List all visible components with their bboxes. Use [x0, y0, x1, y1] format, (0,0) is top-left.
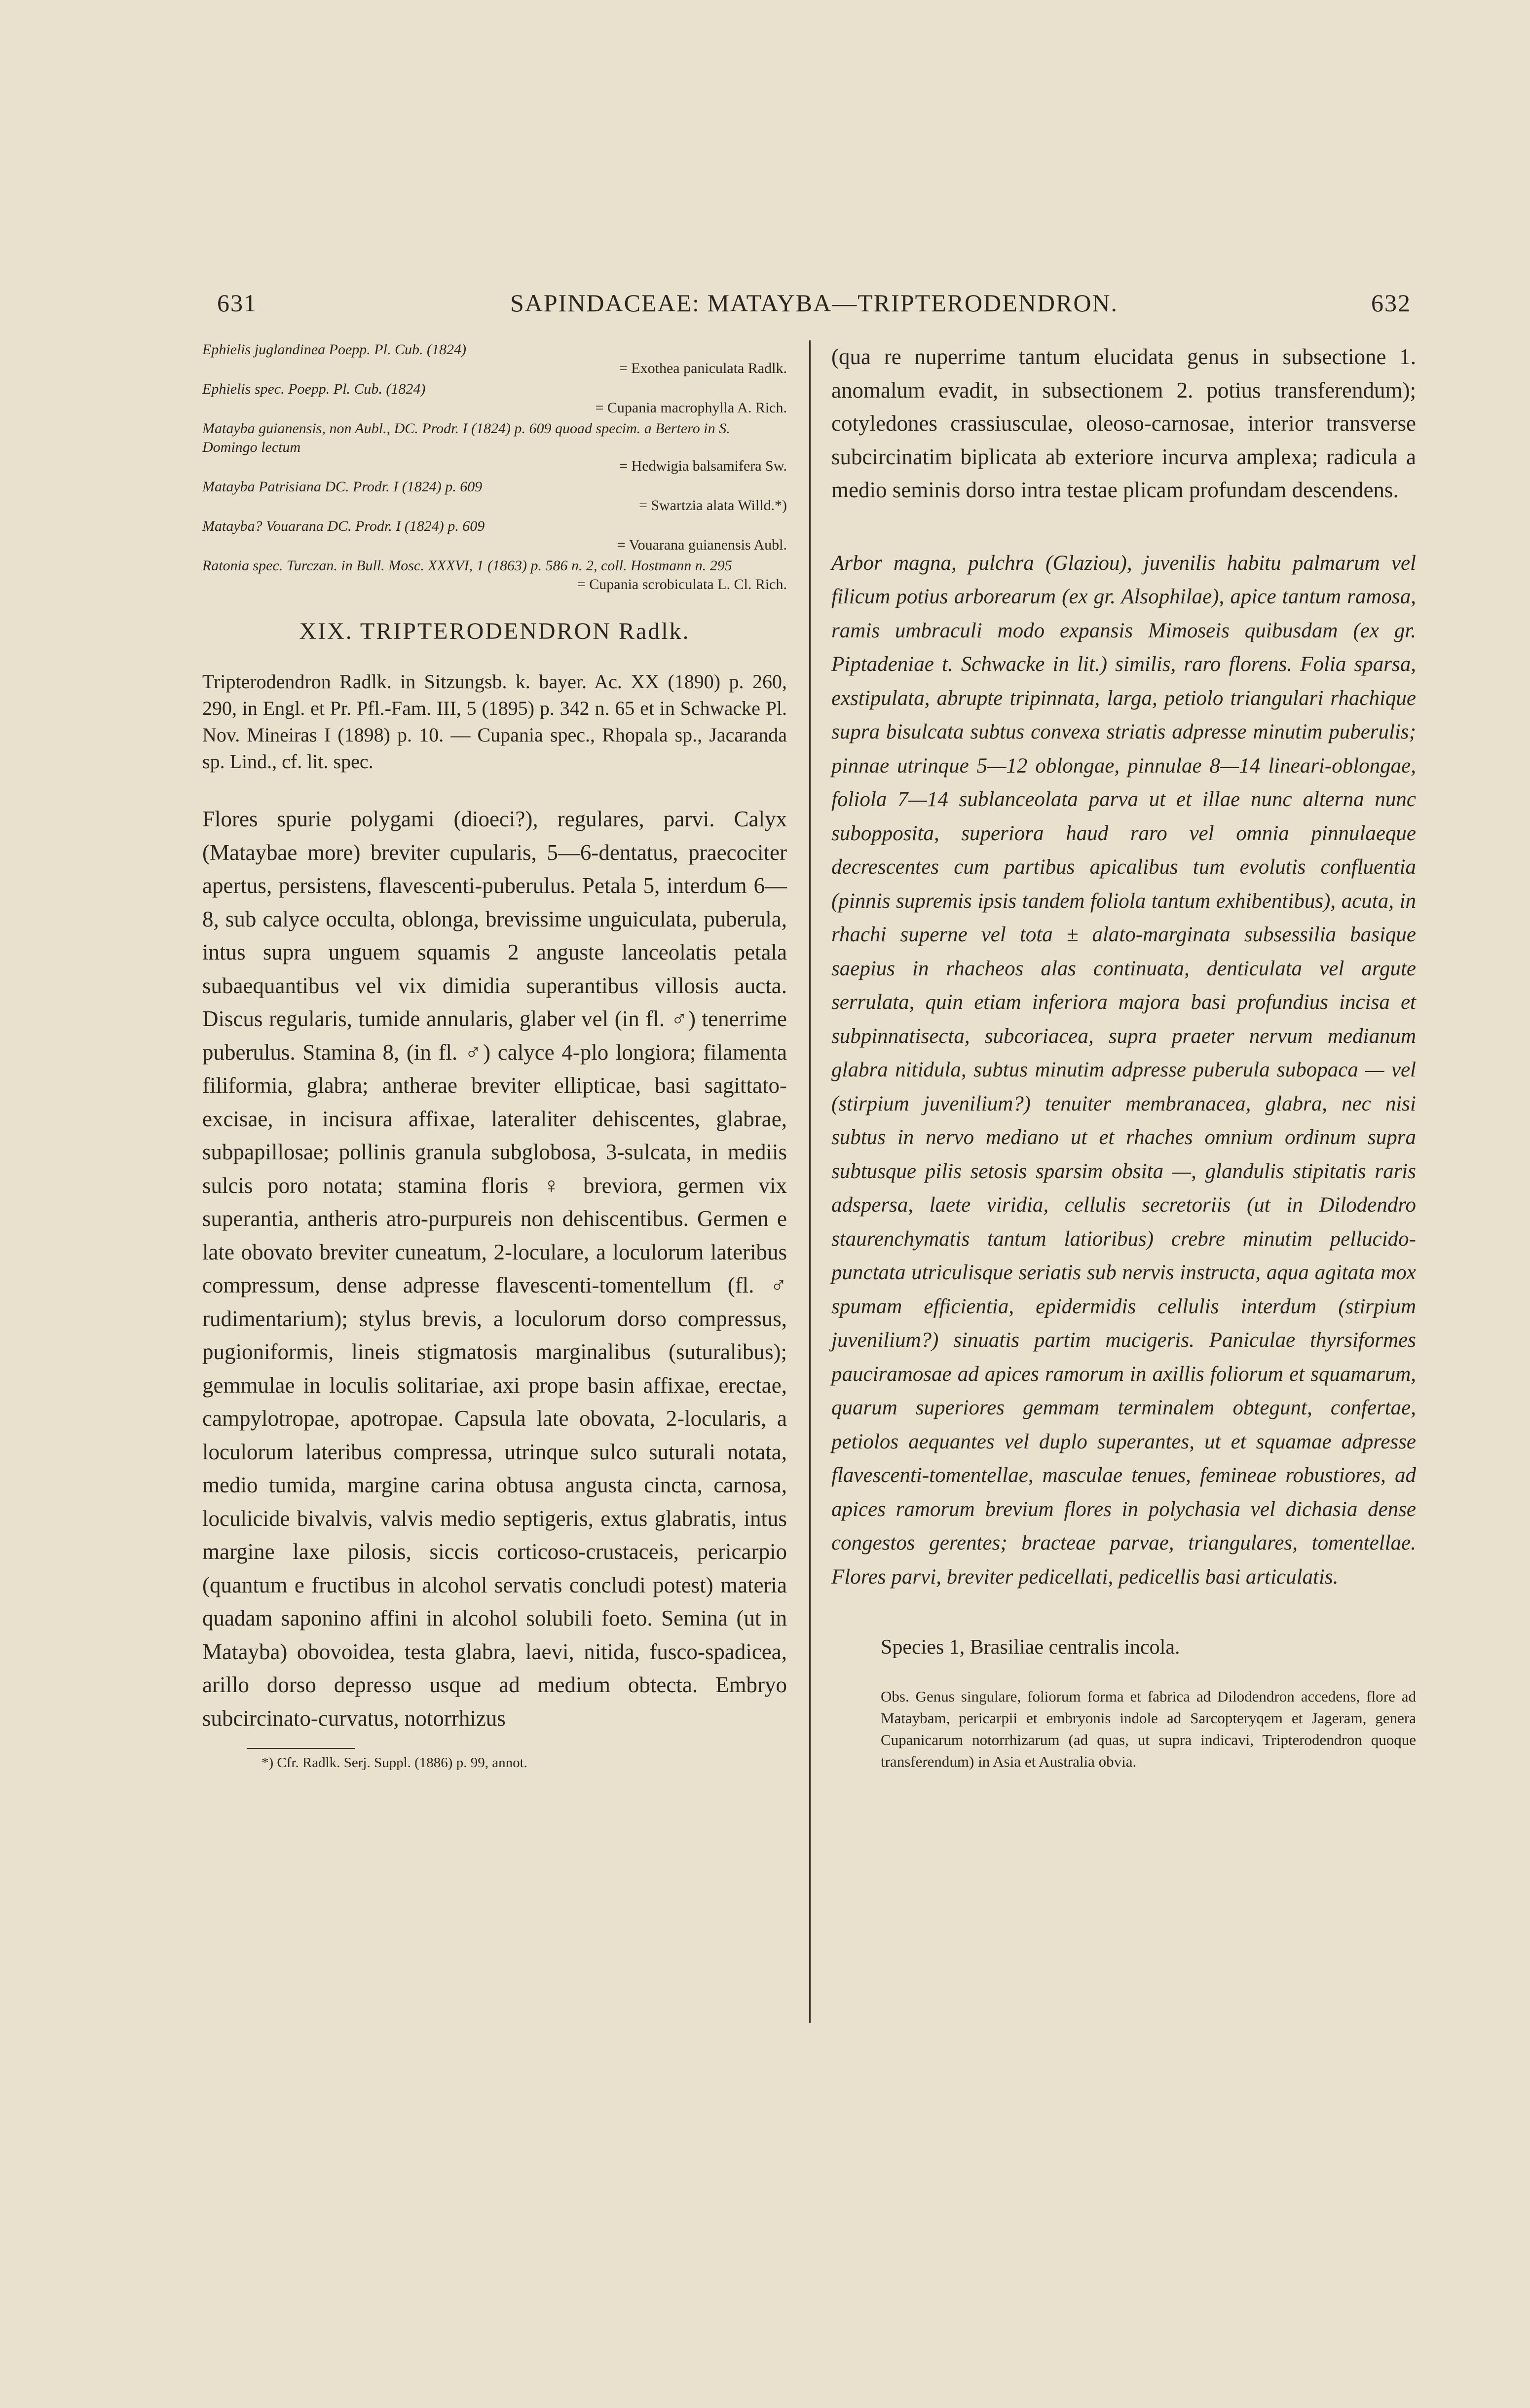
- right-column: [831, 340, 1416, 1773]
- synonym-citation: Ephielis spec. Poepp. Pl. Cub. (1824): [202, 381, 426, 397]
- synonym-identity: = Cupania macrophylla A. Rich.: [595, 400, 787, 416]
- synonym-entry: [202, 478, 787, 515]
- genus-citation: Tripterodendron Radlk. in Sitzungsb. k. bayer. Ac. XX (1890) p. 260, 290, in Engl. et Pr. Pfl.-Fam. III, 5 (1895) p. 342 n. 65 et in Schwacke Pl. Nov. Mineiras I (1898) p. 10. — Cupania spec., Rhopala sp., Jacaranda sp. Lind., cf. lit. spec.: [202, 670, 787, 773]
- synonym-entry: [202, 556, 787, 594]
- page-number-right: 632: [1371, 289, 1411, 317]
- synonym-citation: Ratonia spec. Turczan. in Bull. Mosc. XXXVI, 1 (1863) p. 586 n. 2, coll. Hostmann n. 295: [202, 557, 732, 574]
- left-column: [202, 340, 787, 1772]
- synonym-entry: [202, 380, 787, 417]
- synonym-citation: Matayba Patrisiana DC. Prodr. I (1824) p. 609: [202, 479, 483, 495]
- species-diagnosis: Arbor magna, pulchra (Glaziou), juvenilis habitu palmarum vel filicum potius arborearum (ex gr. Alsophilae), apice tantum ramosa, ramis umbraculi modo expansis Mimoseis quibusdam (ex gr. Piptadeniae t. Schwacke in lit.) similis, raro florens. Folia sparsa, exstipulata, abrupte tripinnata, larga, petiolo triangulari rhachique supra bisulcata subtus convexa striatis adpresse minutim puberulis; pinnae utrinque 5—12 oblongae, pinnulae 8—14 lineari-oblongae, foliola 7—14 sublanceolata parva ut et illae nunc alterna nunc subopposita, superiora haud raro vel omnia pinnulaeque decrescentes cum partibus apicalibus tum evolutis confluentia (pinnis supremis ipsis tandem foliola tantum exhibentibus), acuta, in rhachi superne vel tota ± alato-marginata subsessilia basique saepius in rhacheos alas continuata, denticulata vel argute serrulata, quin etiam inferiora majora basi profundius incisa et subpinnatisecta, subcoriacea, supra praeter nervum medianum glabra nitidula, subtus minutim adpresse puberula subopaca — vel (stirpium juvenilium?) tenuiter membranacea, glabra, nec nisi subtus in nervo mediano ut et rhaches omnium ordinum supra subtusque pilis setosis sparsim obsita —, glandulis stipitatis raris adspersa, laete viridia, cellulis secretoriis (ut in Dilodendro staurenchymatis tantum latioribus) crebre minutim pellucido-punctata utriculisque seriatis sub nervis instructa, aqua agitata mox spumam efficientia, epidermidis cellulis interdum (stirpium juvenilium?) sinuatis partim mucigeris. Paniculae thyrsiformes pauciramosae ad apices ramorum in axillis foliorum et squamarum, quarum superiores gemmam terminalem obtegunt, confertae, petiolos aequantes vel duplo superantes, ut et squamae adpresse flavescenti-tomentellae, masculae tenues, femineae robustiores, ad apices ramorum brevium flores in polychasia vel dichasia dense congestos gerentes; bracteae parvae, triangulares, tomentellae. Flores parvi, breviter pedicellati, pedicellis basi articulatis.: [831, 551, 1416, 1589]
- synonym-identity: = Hedwigia balsamifera Sw.: [619, 458, 787, 474]
- observation-note: Obs. Genus singulare, foliorum forma et fabrica ad Dilodendron accedens, flore ad Mataybam, pericarpii et embryonis indole ad Sarcopteryqem et Jageram, genera Cupanicarum notorrhizarum (ad quas, ut supra indicavi, Tripterodendron quoque transferendum) in Asia et Australia obvia.: [881, 1688, 1416, 1770]
- page-number-left: 631: [217, 289, 257, 317]
- synonym-identity: = Swartzia alata Willd.*): [638, 497, 787, 514]
- footnote: *) Cfr. Radlk. Serj. Suppl. (1886) p. 99, annot.: [261, 1755, 527, 1771]
- genus-description: Flores spurie polygami (dioeci?), regulares, parvi. Calyx (Mataybae more) breviter cupularis, 5—6-dentatus, praecociter apertus, persistens, flavescenti-puberulus. Petala 5, interdum 6—8, sub calyce occulta, oblonga, brevissime unguiculata, puberula, intus supra unguem squamis 2 anguste lanceolatis petala subaequantibus vel vix dimidia superantibus villosis aucta. Discus regularis, tumide annularis, glaber vel (in fl. ♂) tenerrime puberulus. Stamina 8, (in fl. ♂) calyce 4-plo longiora; filamenta filiformia, glabra; antherae breviter ellipticae, basi sagittato-excisae, in incisura affixae, lateraliter dehiscentes, glabrae, subpapillosae; pollinis granula subglobosa, 3-sulcata, in mediis sulcis poro notata; stamina floris ♀ breviora, germen vix superantia, antheris atro-purpureis non dehiscentibus. Germen e late obovato breviter cuneatum, 2-loculare, a loculorum lateribus compressum, dense adpresse flavescenti-tomentellum (fl. ♂ rudimentarium); stylus brevis, a loculorum dorso compressus, pugioniformis, lineis stigmatosis marginalibus (suturalibus); gemmulae in loculis solitariae, axi prope basin affixae, erectae, campylotropae, apotropae. Capsula late obovata, 2-locularis, a loculorum lateribus compressa, utrinque sulco suturali notata, medio tumida, margine carina obtusa angusta cincta, carnosa, loculicide bivalvis, valvis medio septigeris, extus glabratis, intus margine laxe pilosis, siccis corticoso-crustaceis, pericarpio (quantum e fructibus in alcohol servatis concludi potest) materia quadam saponino affini in alcohol solubili foeto. Semina (ut in Matayba) obovoidea, testa glabra, laevi, nitida, fusco-spadicea, arillo dorso depresso usque ad medium obtecta. Embryo subcircinato-curvatus, notorrhizus: [202, 807, 787, 1731]
- synonym-entry: [202, 517, 787, 555]
- synonym-citation: Matayba? Vouarana DC. Prodr. I (1824) p. 609: [202, 518, 485, 534]
- synonym-identity: = Cupania scrobiculata L. Cl. Rich.: [577, 576, 787, 593]
- running-title: SAPINDACEAE: MATAYBA—TRIPTERODENDRON.: [510, 289, 1119, 317]
- synonym-entry: [202, 340, 787, 378]
- running-header: [217, 289, 1411, 328]
- column-divider: [809, 340, 811, 2023]
- synonym-citation: Matayba guianensis, non Aubl., DC. Prodr. I (1824) p. 609 quoad specim. a Bertero in S. Domingo lectum: [202, 420, 730, 455]
- synonym-citation: Ephielis juglandinea Poepp. Pl. Cub. (1824): [202, 341, 466, 358]
- species-count: Species 1, Brasiliae centralis incola.: [881, 1636, 1180, 1659]
- description-continuation: (qua re nuperrime tantum elucidata genus in subsectione 1. anomalum evadit, in subsectionem 2. potius transferendum); cotyledones crassiusculae, oleoso-carnosae, interior transverse subcircinatim biplicata ab exteriore incurva amplexa; radicula a medio seminis dorso intra testae plicam profundam descendens.: [831, 344, 1416, 502]
- genus-heading: XIX. TRIPTERODENDRON Radlk.: [299, 618, 690, 644]
- synonym-entry: [202, 419, 787, 476]
- footnote-rule: [247, 1748, 355, 1749]
- synonym-identity: = Vouarana guianensis Aubl.: [617, 537, 787, 553]
- synonym-identity: = Exothea paniculata Radlk.: [619, 360, 787, 376]
